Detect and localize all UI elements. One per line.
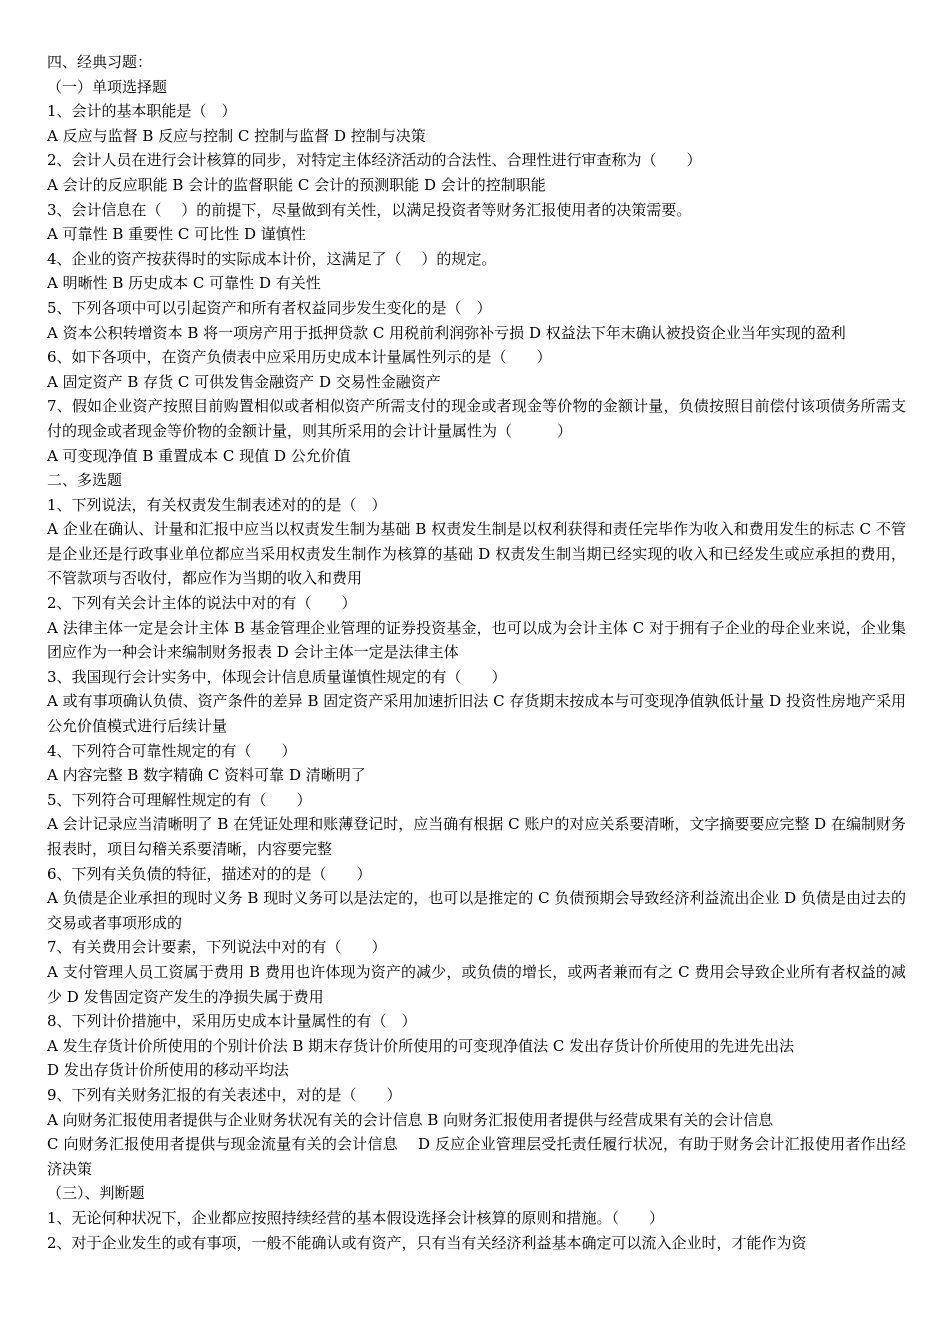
answer-options: A 反应与监督 B 反应与控制 C 控制与监督 D 控制与决策: [47, 126, 426, 145]
answer-options: C 向财务汇报使用者提供与现金流量有关的会计信息 D 反应企业管理层受托责任履行状况，有助于财务会计汇报使用者作出经济决策: [47, 1135, 906, 1178]
subsection-heading: （三）、判断题: [47, 1184, 145, 1203]
question: 9、下列有关财务汇报的有关表述中，对的是（ ）: [47, 1085, 402, 1104]
answer-options: A 或有事项确认负债、资产条件的差异 B 固定资产采用加速折旧法 C 存货期末按成本与可变现净值孰低计量 D 投资性房地产采用公允价值模式进行后续计量: [47, 692, 906, 736]
section-heading: 四、经典习题：: [47, 53, 153, 71]
question: 6、如下各项中，在资产负债表中应采用历史成本计量属性列示的是（ ）: [47, 348, 552, 367]
subsection-heading: （一）单项选择题: [47, 77, 168, 96]
question: 3、我国现行会计实务中，体现会计信息质量谨慎性规定的有（ ）: [47, 667, 507, 686]
question: 7、假如企业资产按照目前购置相似或者相似资产所需支付的现金或者现金等价物的金额计量，负债按照目前偿付该项债务所需支付的现金或者现金等价物的金额计量，则其所采用的会计计量属性为（ ）: [47, 397, 906, 440]
answer-options: D 发出存货计价所使用的移动平均法: [47, 1061, 289, 1080]
answer-options: A 负债是企业承担的现时义务 B 现时义务可以是法定的，也可以是推定的 C 负债预期会导致经济利益流出企业 D 负债是由过去的交易或者事项形成的: [47, 889, 906, 932]
question: 8、下列计价措施中，采用历史成本计量属性的有（ ）: [47, 1012, 417, 1031]
question: 1、无论何种状况下，企业都应按照持续经营的基本假设选择会计核算的原则和措施。（ ）: [47, 1208, 665, 1227]
answer-options: A 内容完整 B 数字精确 C 资料可靠 D 清晰明了: [47, 766, 366, 785]
answer-options: A 向财务汇报使用者提供与企业财务状况有关的会计信息 B 向财务汇报使用者提供与经营成果有关的会计信息: [47, 1110, 774, 1129]
question: 2、下列有关会计主体的说法中对的有（ ）: [47, 594, 357, 613]
answer-options: A 法律主体一定是会计主体 B 基金管理企业管理的证券投资基金，也可以成为会计主体 C 对于拥有子企业的母企业来说，企业集团应作为一种会计来编制财务报表 D 会计主体一定是法律主体: [47, 618, 906, 662]
question: 4、下列符合可靠性规定的有（ ）: [47, 741, 297, 760]
answer-options: A 固定资产 B 存货 C 可供发售金融资产 D 交易性金融资产: [47, 372, 441, 391]
question: 4、企业的资产按获得时的实际成本计价，这满足了（ ）的规定。: [47, 249, 497, 268]
answer-options: A 企业在确认、计量和汇报中应当以权责发生制为基础 B 权责发生制是以权利获得和责任完毕作为收入和费用发生的标志 C 不管是企业还是行政事业单位都应当采用权责发生制作为核算的基础 D 权责发生制当期已经实现的收入和已经发生或应承担的费用，不管款项与否收付，都应作为当期的收入和费用: [47, 520, 906, 588]
question: 5、下列符合可理解性规定的有（ ）: [47, 790, 312, 809]
question: 6、下列有关负债的特征，描述对的的是（ ）: [47, 864, 372, 883]
question: 3、会计信息在（ ）的前提下，尽量做到有关性，以满足投资者等财务汇报使用者的决策需要。: [47, 200, 692, 219]
subsection-heading: 二、多选题: [47, 471, 123, 490]
question: 2、对于企业发生的或有事项，一般不能确认或有资产，只有当有关经济利益基本确定可以流入企业时，才能作为资: [47, 1233, 807, 1252]
question: 2、会计人员在进行会计核算的同步，对特定主体经济活动的合法性、合理性进行审查称为（ ）: [47, 151, 702, 170]
answer-options: A 发生存货计价所使用的个别计价法 B 期末存货计价所使用的可变现净值法 C 发出存货计价所使用的先进先出法: [47, 1036, 795, 1055]
question: 5、下列各项中可以引起资产和所有者权益同步发生变化的是（ ）: [47, 298, 492, 317]
question: 1、会计的基本职能是（ ）: [47, 102, 237, 121]
answer-options: A 会计记录应当清晰明了 B 在凭证处理和账薄登记时，应当确有根据 C 账户的对应关系要清晰，文字摘要要应完整 D 在编制财务报表时，项目勾稽关系要清晰，内容要完整: [47, 815, 906, 858]
answer-options: A 可变现净值 B 重置成本 C 现值 D 公允价值: [47, 446, 351, 465]
answer-options: A 会计的反应职能 B 会计的监督职能 C 会计的预测职能 D 会计的控制职能: [47, 175, 546, 194]
answer-options: A 资本公积转增资本 B 将一项房产用于抵押贷款 C 用税前利润弥补亏损 D 权益法下年末确认被投资企业当年实现的盈利: [47, 323, 846, 342]
answer-options: A 可靠性 B 重要性 C 可比性 D 谨慎性: [47, 225, 306, 244]
question: 1、下列说法，有关权责发生制表述对的的是（ ）: [47, 495, 387, 514]
answer-options: A 支付管理人员工资属于费用 B 费用也许体现为资产的减少，或负债的增长，或两者兼而有之 C 费用会导致企业所有者权益的减少 D 发售固定资产发生的净损失属于费用: [47, 962, 906, 1006]
answer-options: A 明晰性 B 历史成本 C 可靠性 D 有关性: [47, 274, 321, 293]
question: 7、有关费用会计要素，下列说法中对的有（ ）: [47, 938, 387, 957]
